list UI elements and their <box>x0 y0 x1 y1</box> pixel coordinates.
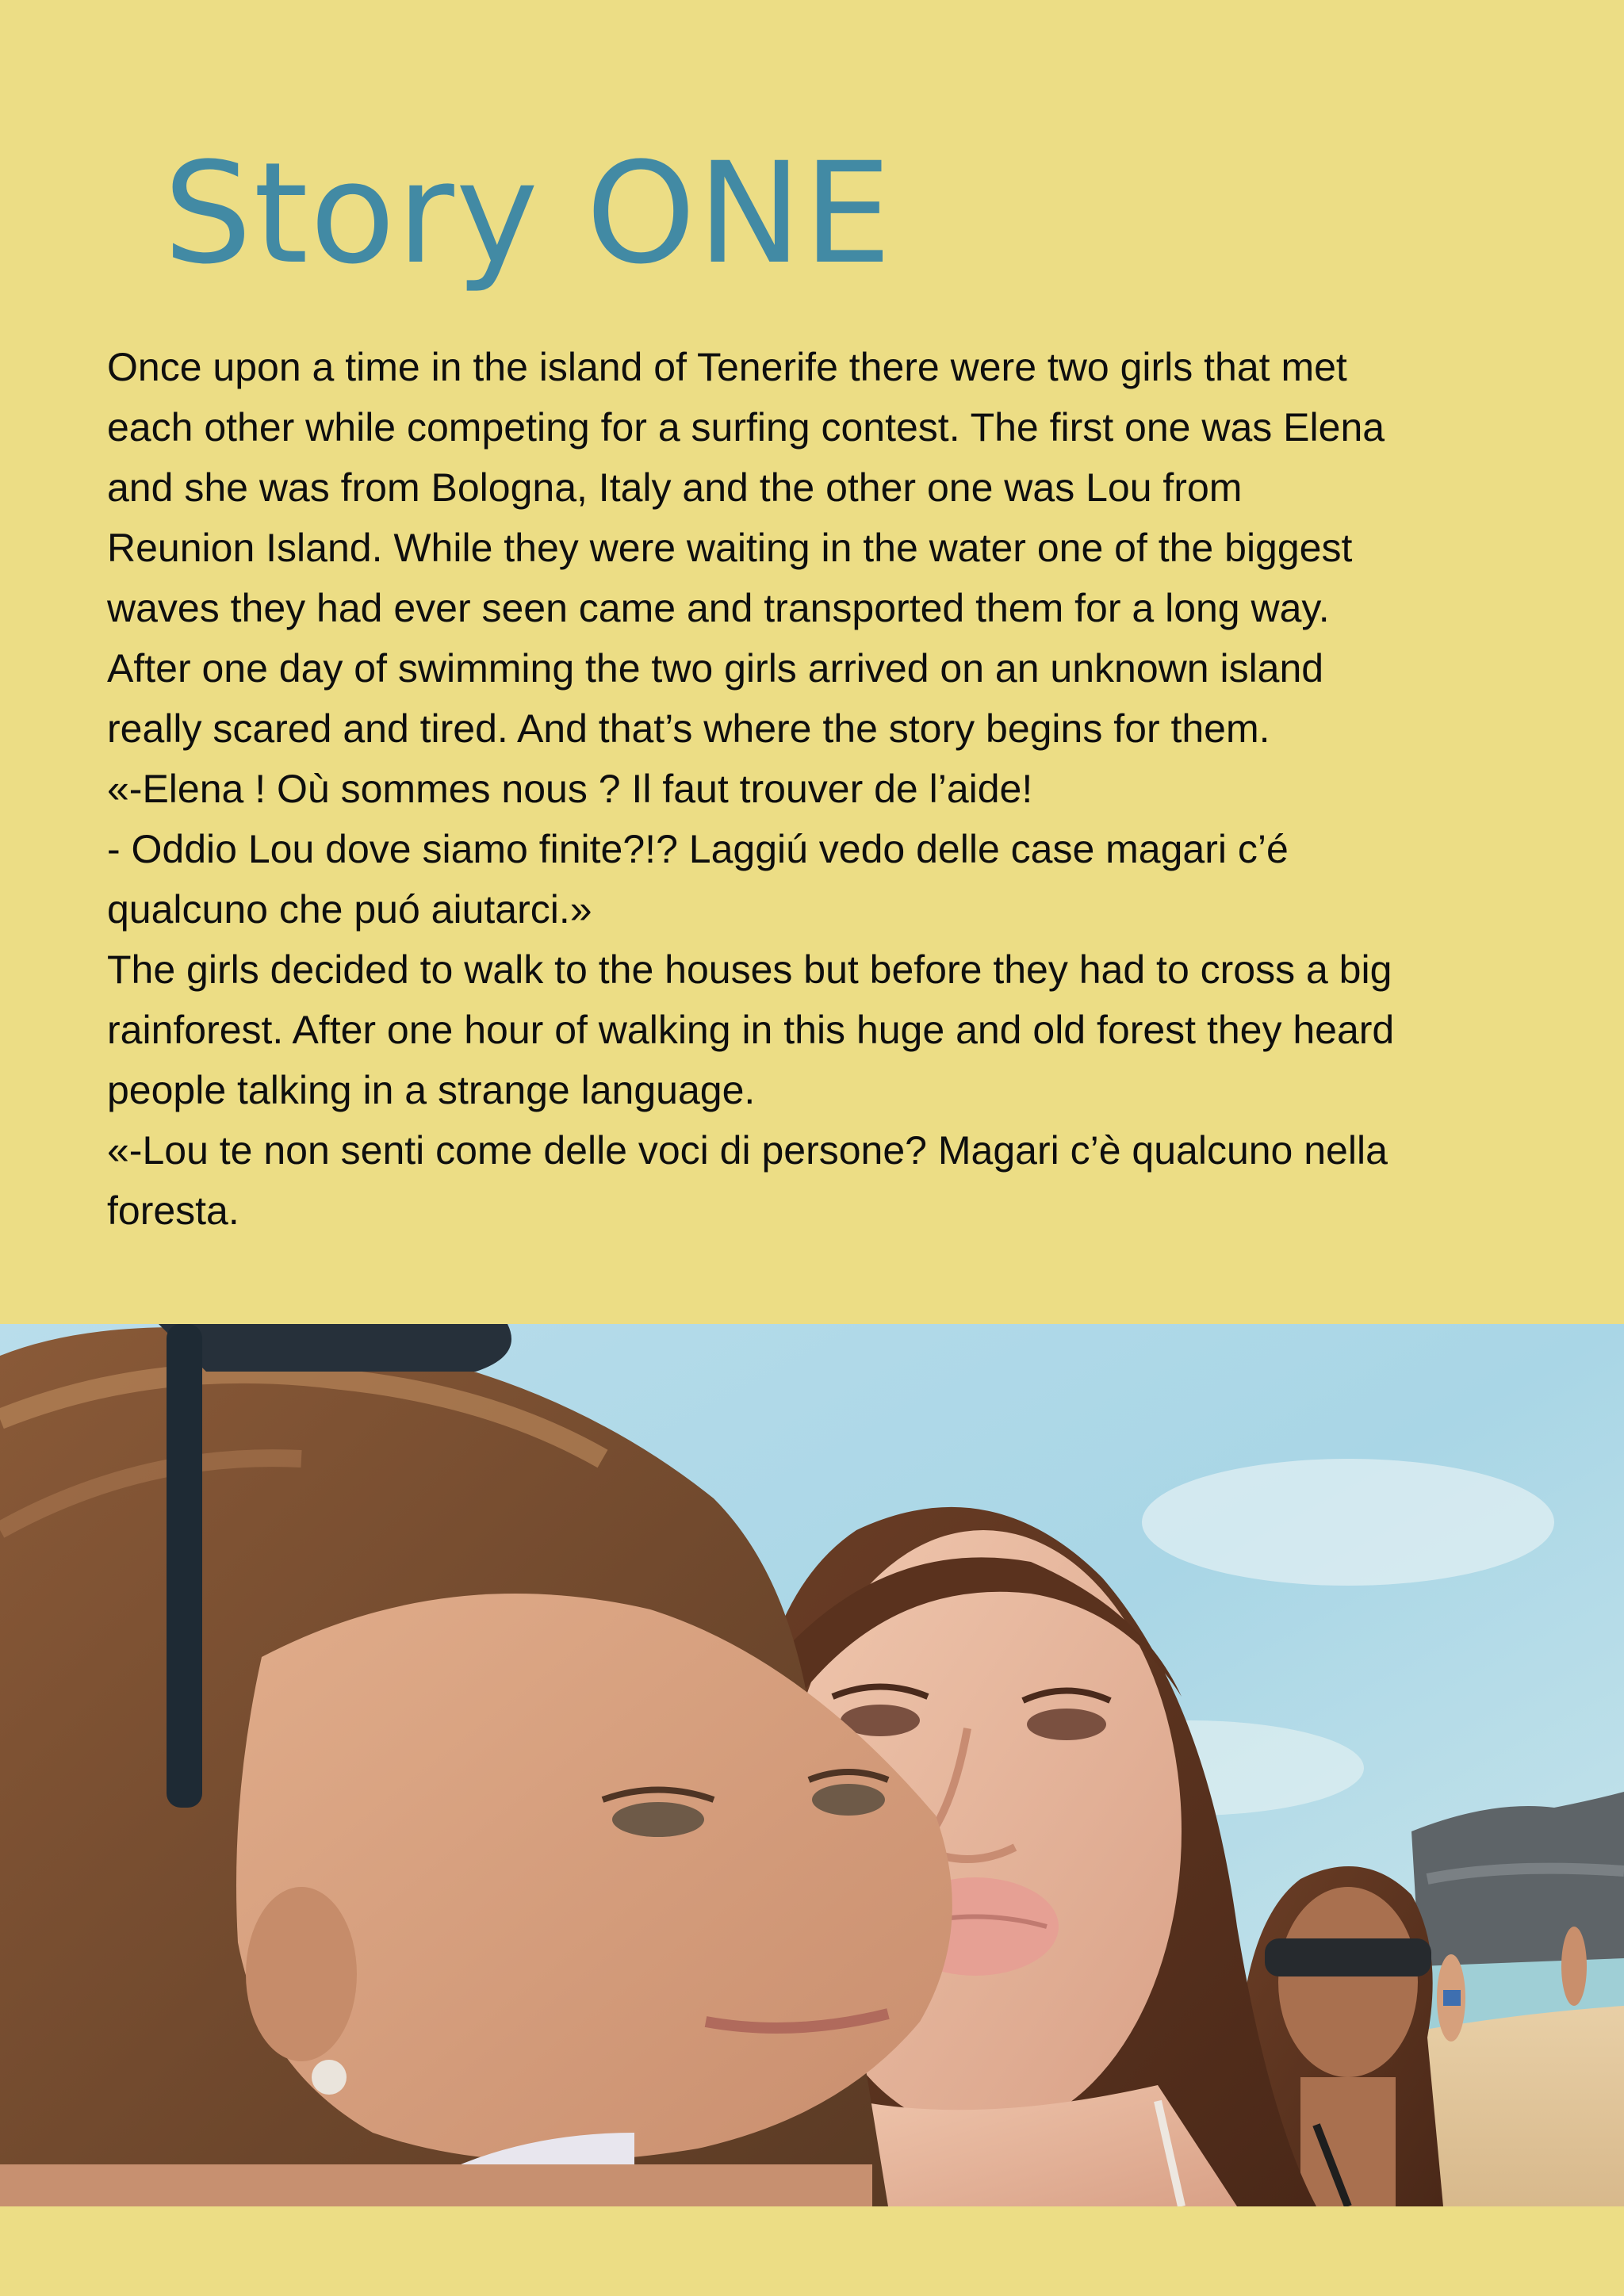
story-line: «-Elena ! Où sommes nous ? Il faut trouver de l’aide! <box>107 767 1033 811</box>
story-line: waves they had ever seen came and transported them for a long way. <box>107 586 1330 630</box>
story-line: foresta. <box>107 1188 239 1233</box>
beach-selfie-photo <box>0 1324 1624 2206</box>
story-line: qualcuno che puó aiutarci.» <box>107 887 592 932</box>
story-line: The girls decided to walk to the houses but before they had to cross a big <box>107 947 1392 992</box>
story-text <box>107 337 1534 1241</box>
story-line: Reunion Island. While they were waiting in the water one of the biggest <box>107 526 1353 570</box>
story-line: really scared and tired. And that’s where the story begins for them. <box>107 706 1270 751</box>
story-line: people talking in a strange language. <box>107 1068 756 1112</box>
story-line: After one day of swimming the two girls arrived on an unknown island <box>107 646 1324 691</box>
story-line: - Oddio Lou dove siamo finite?!? Laggiú vedo delle case magari c’é <box>107 827 1289 871</box>
story-line: Once upon a time in the island of Tenerife there were two girls that met <box>107 345 1347 389</box>
story-line: each other while competing for a surfing contest. The first one was Elena <box>107 405 1385 450</box>
story-title: Story ONE <box>163 132 894 295</box>
story-line: rainforest. After one hour of walking in this huge and old forest they heard <box>107 1008 1395 1052</box>
story-line: and she was from Bologna, Italy and the other one was Lou from <box>107 465 1243 510</box>
story-line: «-Lou te non senti come delle voci di persone? Magari c’è qualcuno nella <box>107 1128 1388 1173</box>
